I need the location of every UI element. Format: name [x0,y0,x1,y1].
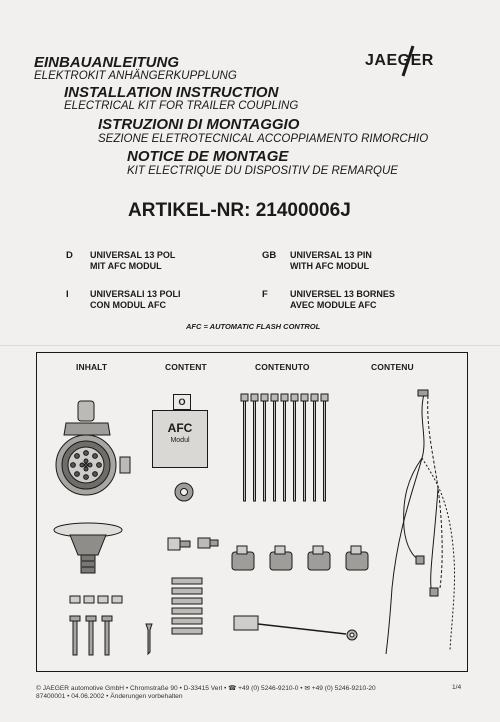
variant-code: GB [262,250,277,261]
ground-cable-icon [234,616,357,640]
terminal-icon [172,578,202,634]
module-connector [173,394,191,410]
socket-illustration [48,395,138,575]
title-it: ISTRUZIONI DI MONTAGGIO [98,116,300,133]
page-number: 1/4 [452,684,462,691]
article-number: ARTIKEL-NR: 21400006J [128,200,351,221]
jaeger-logo [365,44,455,78]
afc-note: AFC = AUTOMATIC FLASH CONTROL [186,322,321,331]
wiring-harness [378,388,462,658]
footer-docinfo: 87400001 • 04.06.2002 • Änderungen vorbehalten [36,693,183,700]
module-label: AFC [167,421,193,435]
cable-ties [238,392,338,504]
subtitle-it: SEZIONE ELETROTECNICAL ACCOPPIAMENTO RIMORCHIO [98,133,429,145]
title-en: INSTALLATION INSTRUCTION [64,84,279,101]
subtitle-en: ELECTRICAL KIT FOR TRAILER COUPLING [64,100,299,112]
afc-module [152,410,208,468]
subtitle-fr: KIT ELECTRIQUE DU DISPOSITIV DE REMARQUE [127,165,398,177]
harness-connector-icon [416,390,438,596]
wire-harness-icon [386,394,455,654]
nut-icon [70,596,122,603]
subtitle-de: ELEKTROKIT ANHÄNGERKUPPLUNG [34,70,237,82]
socket-icon [56,401,130,495]
brand-name: JAEGER [365,52,434,69]
contents-header: CONTENU [371,362,414,372]
contents-header: CONTENUTO [255,362,310,372]
variant-code: D [66,250,73,261]
gasket-icon [54,523,122,573]
variant-code: I [66,289,69,300]
bulb-holders [228,544,388,580]
contents-header: INHALT [76,362,108,372]
module-sub: Modul [170,437,190,444]
title-de: EINBAUANLEITUNG [34,54,179,71]
variant-desc: UNIVERSALI 13 POLI CON MODUL AFC [90,289,181,310]
variant-desc: UNIVERSAL 13 PIN WITH AFC MODUL [290,250,372,271]
variant-desc: UNIVERSAL 13 POL MIT AFC MODUL [90,250,176,271]
footer-address: © JAEGER automotive GmbH • Chromstraße 90 • D-33415 Verl • ☎ +49 (0) 5246-9210-0 • ✉ +49 (0) 5246-9210-20 [36,685,376,692]
screws [66,594,166,658]
contents-header: CONTENT [165,362,207,372]
title-fr: NOTICE DE MONTAGE [127,148,289,165]
variant-code: F [262,289,268,300]
cable-tie-icon [241,394,328,501]
ground-cable [228,612,368,646]
variant-desc: UNIVERSEL 13 BORNES AVEC MODULE AFC [290,289,395,310]
screw-icon [70,616,152,655]
module-key: O [178,397,186,407]
grommet-icon [175,483,193,501]
crimp-terminals [168,576,212,642]
bulb-holder-icon [232,546,368,570]
plug-connector-icon [168,538,218,550]
small-parts [160,478,230,558]
